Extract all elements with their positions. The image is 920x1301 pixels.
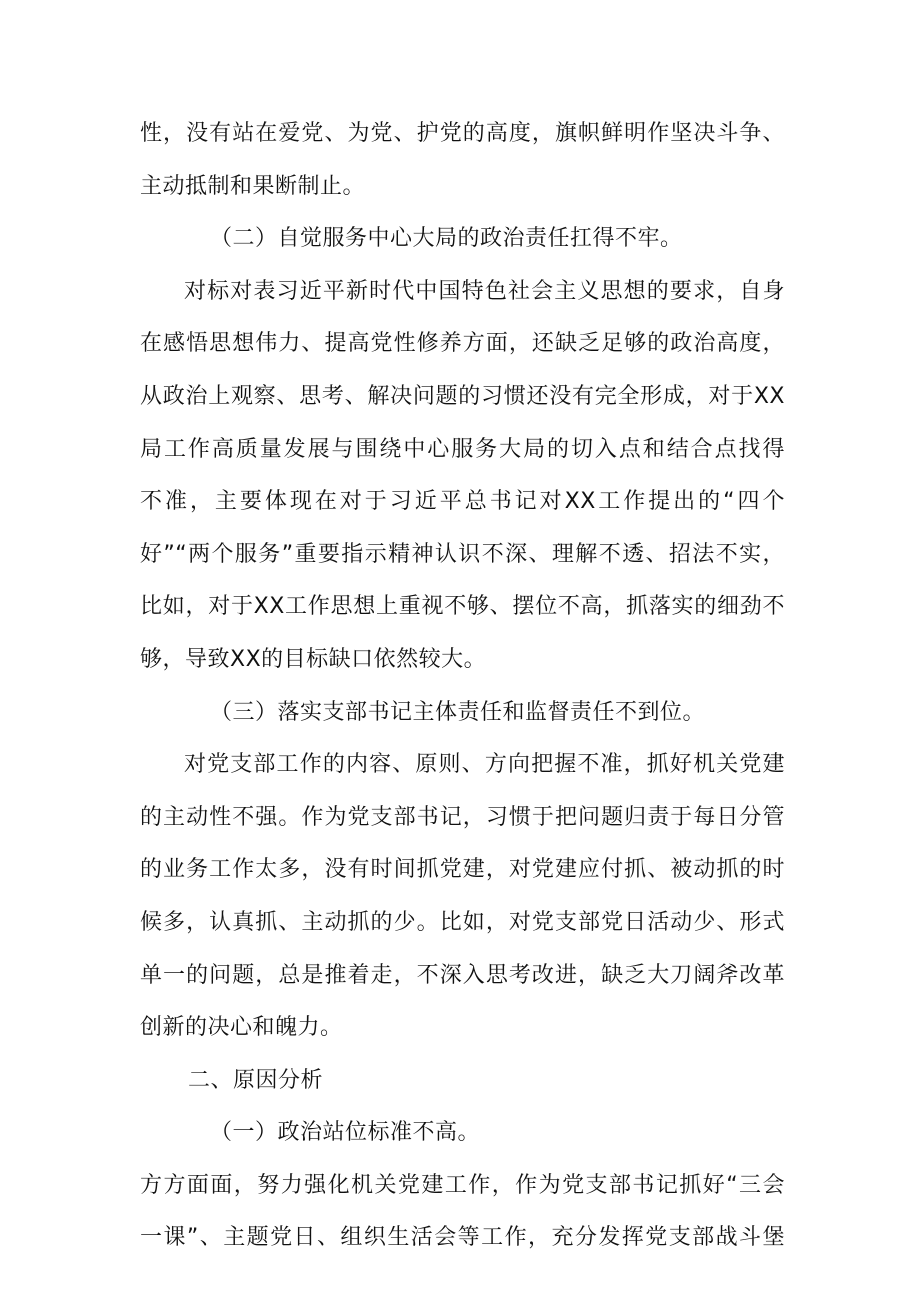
text-line: 从政治上观察、思考、解决问题的习惯还没有完全形成，对于XX <box>140 383 785 409</box>
text-line: 不准，主要体现在对于习近平总书记对XX工作提出的“四个 <box>140 489 785 515</box>
text-line: 候多，认真抓、主动抓的少。比如，对党支部党日活动少、形式 <box>140 909 785 935</box>
text-line: 一课”、主题党日、组织生活会等工作，充分发挥党支部战斗堡 <box>140 1225 785 1251</box>
text-line: 够，导致XX的目标缺口依然较大。 <box>140 646 487 672</box>
text-line: 创新的决心和魄力。 <box>140 1015 343 1041</box>
text-line: 方方面面，努力强化机关党建工作，作为党支部书记抓好“三会 <box>140 1172 785 1198</box>
text-line: 对标对表习近平新时代中国特色社会主义思想的要求，自身 <box>184 278 785 304</box>
text-line: 性，没有站在爱党、为党、护党的高度，旗帜鲜明作坚决斗争、 <box>140 121 785 146</box>
text-line: 的业务工作太多，没有时间抓党建，对党建应付抓、被动抓的时 <box>140 857 785 883</box>
text-line: 好”“两个服务”重要指示精神认识不深、理解不透、招法不实， <box>140 541 785 567</box>
text-line: 局工作高质量发展与围绕中心服务大局的切入点和结合点找得 <box>140 436 785 462</box>
text-line: 对党支部工作的内容、原则、方向把握不准，抓好机关党建 <box>184 752 785 778</box>
text-line: 在感悟思想伟力、提高党性修养方面，还缺乏足够的政治高度， <box>140 331 785 357</box>
section-heading: （二）自觉服务中心大局的政治责任扛得不牢。 <box>210 226 683 252</box>
text-line: 的主动性不强。作为党支部书记，习惯于把问题归责于每日分管 <box>140 804 785 830</box>
chapter-heading: 二、原因分析 <box>188 1067 324 1093</box>
text-line: 单一的问题，总是推着走，不深入思考改进，缺乏大刀阔斧改革 <box>140 962 785 988</box>
section-heading: （一）政治站位标准不高。 <box>210 1120 481 1146</box>
text-line: 主动抵制和果断制止。 <box>140 173 366 199</box>
text-line: 比如，对于XX工作思想上重视不够、摆位不高，抓落实的细劲不 <box>140 594 785 620</box>
document-body <box>140 108 785 1265</box>
section-heading: （三）落实支部书记主体责任和监督责任不到位。 <box>210 699 706 725</box>
